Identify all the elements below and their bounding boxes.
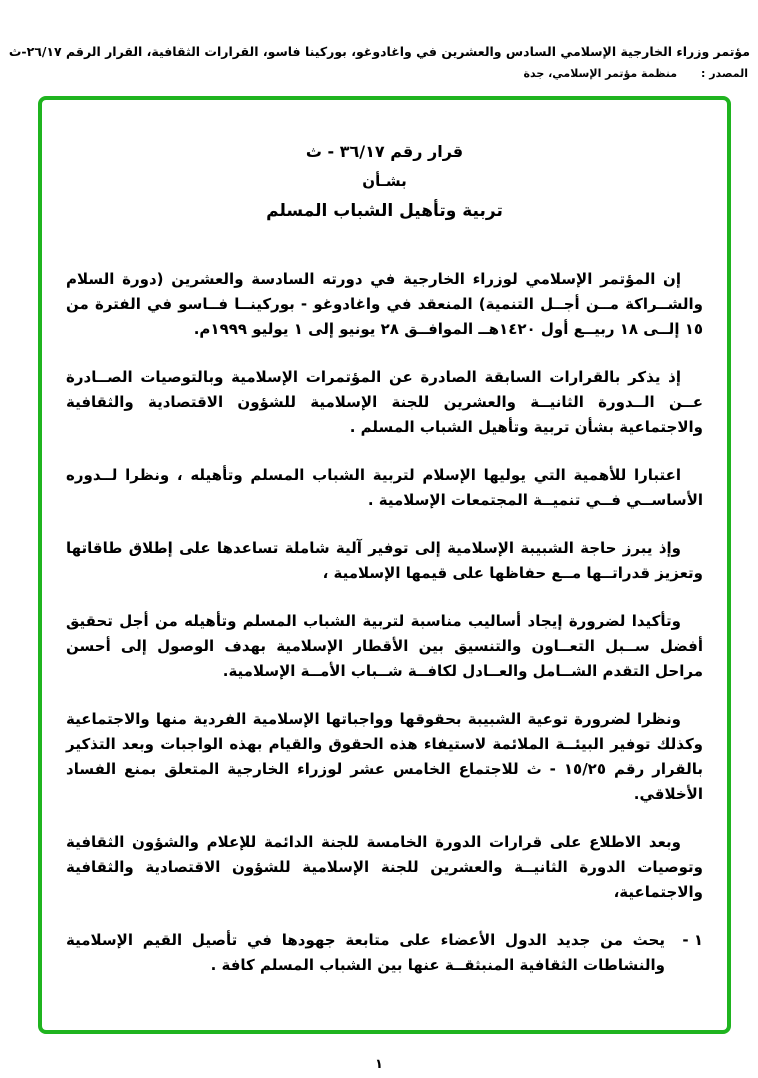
resolution-subject-title: تربية وتأهيل الشباب المسلم bbox=[266, 201, 503, 221]
source-value: منظمة مؤتمر الإسلامي، جدة bbox=[523, 67, 678, 80]
preamble-paragraph: وتأكيدا لضرورة إيجاد أساليب مناسبة لتربية الشباب المسلم وتأهيله من أجل تحقيق أفضل ســبل التعــاون والتنسيق بين الأقطار الإسلامية بهدف الوصول إلى أحسن مراحل التقدم الشــامل والعــادل لكافــة شــباب الأمــة الإسلامية. bbox=[66, 612, 703, 680]
list-item-text: يحث من جديد الدول الأعضاء على متابعة جهودها في تأصيل القيم الإسلامية والنشاطات الثقافية المنبثقــة عنها بين الشباب المسلم كافة . bbox=[66, 931, 665, 974]
list-item bbox=[66, 928, 703, 978]
preamble-paragraph: إذ يذكر بالقرارات السابقة الصادرة عن المؤتمرات الإسلامية وبالتوصيات الصــادرة عــن الــدورة الثانيــة والعشرين للجنة الإسلامية للشؤون الاقتصادية والثقافية والاجتماعية بشأن تربية وتأهيل الشباب المسلم . bbox=[66, 368, 703, 436]
list-item-number: ١ - bbox=[682, 931, 703, 949]
preamble-paragraph: وإذ يبرز حاجة الشبيبة الإسلامية إلى توفير آلية شاملة تساعدها على إطلاق طاقاتها وتعزيز قدراتــها مــع حفاظها على قيمها الإسلامية ، bbox=[66, 539, 703, 582]
preamble-paragraph: اعتبارا للأهمية التي يوليها الإسلام لتربية الشباب المسلم وتأهيله ، ونظرا لــدوره الأساســي فــي تنميــة المجتمعات الإسلامية . bbox=[66, 466, 703, 509]
resolution-body bbox=[66, 267, 703, 978]
header-reference-line: مؤتمر وزراء الخارجية الإسلامي السادس والعشرين في واغادوغو، بوركينا فاسو، القرارات الثقافية، القرار الرقم ٢٦/١٧-ث bbox=[8, 44, 750, 59]
preamble-paragraph: وبعد الاطلاع على قرارات الدورة الخامسة للجنة الدائمة للإعلام والشؤون الثقافية وتوصيات الدورة الثانيــة والعشرين للجنة الإسلامية للشؤون الاقتصادية والثقافية والاجتماعية، bbox=[66, 833, 703, 901]
preamble-paragraph: ونظرا لضرورة توعية الشبيبة بحقوقها وواجباتها الإسلامية الفردية منها والاجتماعية وكذلك توفير البيئــة الملائمة لاستيفاء هذه الحقوق والقيام بهذه الواجبات وبعد التذكير بالقرار رقم ١٥/٢٥ - ث للاجتماع الخامس عشر لوزراء الخارجية المتعلق بمنع الفساد الأخلاقي. bbox=[66, 710, 703, 803]
green-frame bbox=[38, 96, 731, 1034]
header-source-line bbox=[4, 67, 750, 80]
resolution-title-block bbox=[66, 142, 703, 221]
resolution-number-title: قرار رقم ٣٦/١٧ - ث bbox=[305, 142, 464, 161]
resolution-about-label: بشـأن bbox=[362, 172, 407, 190]
page-number: ١ bbox=[375, 1057, 383, 1072]
preamble-paragraph: إن المؤتمر الإسلامي لوزراء الخارجية في دورته السادسة والعشرين (دورة السلام والشــراكة مــن أجــل التنمية) المنعقد في واغادوغو - بوركينــا فــاسو في الفترة من ١٥ إلــى ١٨ ربيــع أول ١٤٢٠هــ الموافــق ٢٨ يونيو إلى ١ يوليو ١٩٩٩م. bbox=[66, 270, 703, 338]
source-label: المصدر : bbox=[700, 67, 748, 80]
document-header bbox=[0, 0, 758, 80]
page-footer bbox=[0, 1053, 758, 1072]
